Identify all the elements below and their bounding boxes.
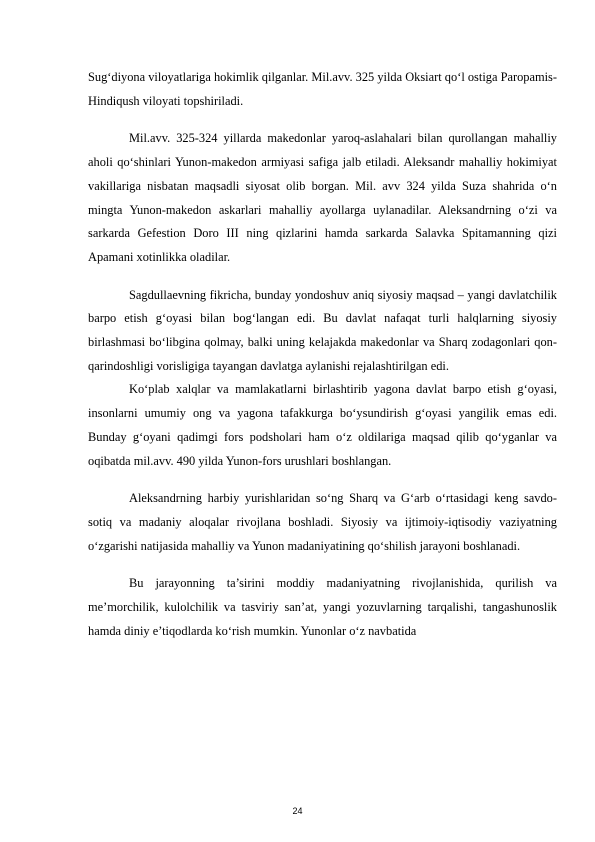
page-number: 24 [292, 806, 303, 816]
paragraph-3: Sagdullaevning fikricha, bunday yondoshuv aniq siyosiy maqsad – yangi davlatchilik barpo etish g‘oyasi bilan bog‘langan edi. Bu davlat nafaqat turli halqlarning siyosiy birlashmasi bo‘libgina qolmay, balki uning kelajakda makedonlar va Sharq zodagonlari qon-qarindoshligi vorisligiga tayangan davlatga aylanishi rejalashtirilgan edi. [88, 287, 557, 373]
paragraph-5: Aleksandrning harbiy yurishlaridan so‘ng Sharq va G‘arb o‘rtasidagi keng savdo-sotiq va madaniy aloqalar rivojlana boshladi. Siyosiy va ijtimoiy-iqtisodiy vaziyatning o‘zgarishi natijasida mahalliy va Yunon madaniyatining qo‘shilish jarayoni boshlanadi. [88, 491, 557, 553]
paragraph-6: Bu jarayonning ta’sirini moddiy madaniyatning rivojlanishida, qurilish va me’morchilik, kulolchilik va tasviriy san’at, yangi yozuvlarning tarqalishi, tangashunoslik hamda diniy e’tiqodlarda ko‘rish mumkin. Yunonlar o‘z navbatida [88, 576, 557, 638]
paragraph-4: Ko‘plab xalqlar va mamlakatlarni birlashtirib yagona davlat barpo etish g‘oyasi, insonlarni umumiy ong va yagona tafakkurga bo‘ysundirish g‘oyasi yangilik emas edi. Bunday g‘oyani qadimgi fors podsholari ham o‘z oldilariga maqsad qilib qo‘yganlar va oqibatda mil.avv. 490 yilda Yunon-fors urushlari boshlangan. [88, 382, 557, 468]
paragraph-2: Mil.avv. 325-324 yillarda makedonlar yaroq-aslahalari bilan qurollangan mahalliy aholi qo‘shinlari Yunon-makedon armiyasi safiga jalb etiladi. Aleksandr mahalliy hokimiyat vakillariga nisbatan maqsadli siyosat olib borgan. Mil. avv 324 yilda Suza shahrida o‘n mingta Yunon-makedon askarlari mahalliy ayollarga uylanadilar. Aleksandrning o‘zi va sarkarda Gefestion Doro III ning qizlarini hamda sarkarda Salavka Spitamanning qizi Apamani xotinlikka oladilar. [88, 131, 557, 264]
document-body [88, 66, 557, 643]
paragraph-1: Sug‘diyona viloyatlariga hokimlik qilganlar. Mil.avv. 325 yilda Oksiart qo‘l ostiga Paropamis-Hindiqush viloyati topshiriladi. [88, 70, 557, 108]
